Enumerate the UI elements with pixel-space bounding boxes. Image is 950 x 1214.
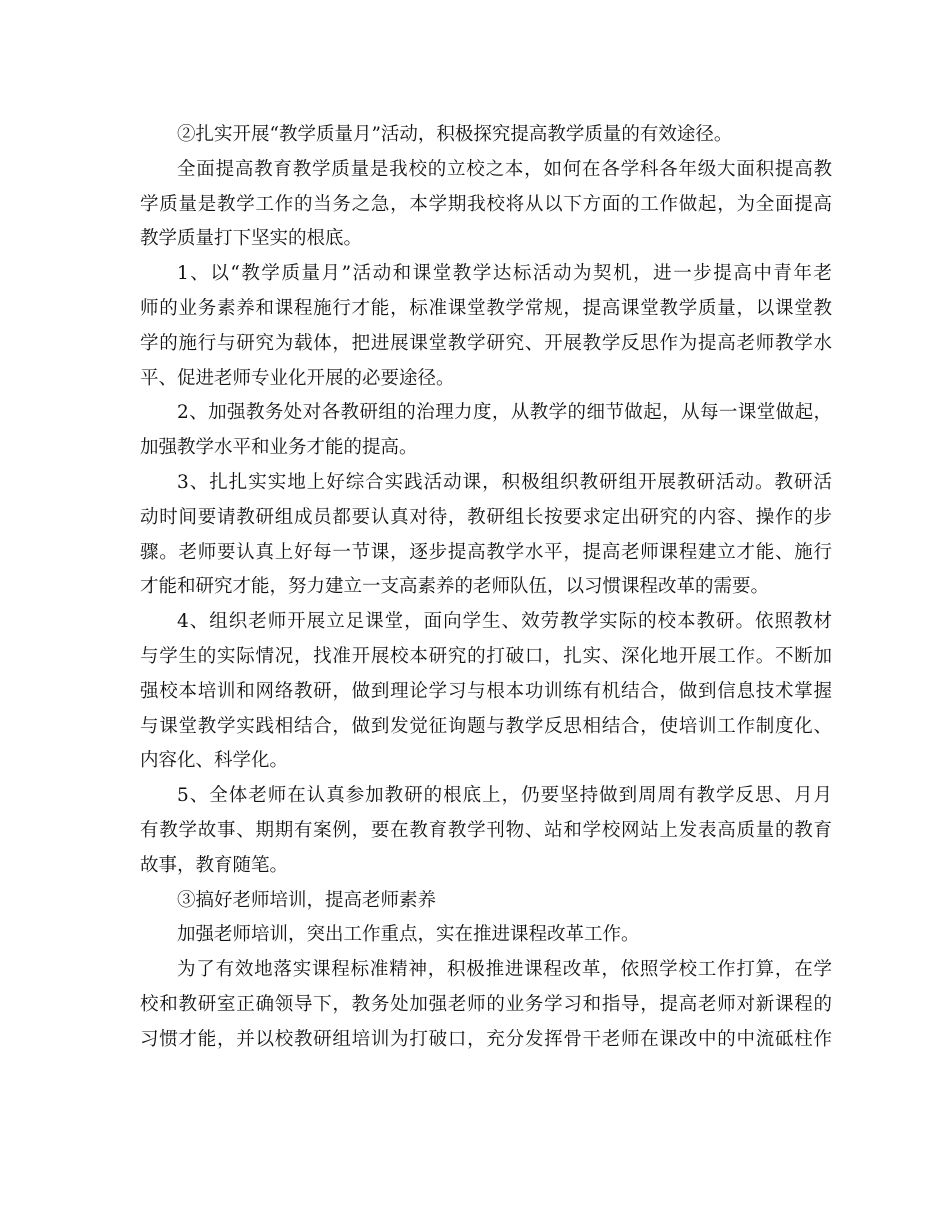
text-line: 全面提高教育教学质量是我校的立校之本，如何在各学科各年级大面积提高教 bbox=[177, 158, 832, 180]
text-line: 有教学故事、期期有案例，要在教育教学刊物、站和学校网站上发表高质量的教育 bbox=[140, 819, 832, 841]
text-line: 1、以“教学质量月”活动和课堂教学达标活动为契机，进一步提高中青年老 bbox=[177, 263, 832, 285]
document-body bbox=[140, 118, 832, 1058]
text-line: 骤。老师要认真上好每一节课，逐步提高教学水平，提高老师课程建立才能、施行 bbox=[140, 541, 832, 563]
text-line: 动时间要请教研组成员都要认真对待，教研组长按要求定出研究的内容、操作的步 bbox=[140, 506, 832, 528]
text-line: ②扎实开展“教学质量月”活动，积极探究提高教学质量的有效途径。 bbox=[177, 124, 733, 145]
text-line: 师的业务素养和课程施行才能，标准课堂教学常规，提高课堂教学质量，以课堂教 bbox=[140, 297, 832, 319]
text-line: 校和教研室正确领导下，教务处加强老师的业务学习和指导，提高老师对新课程的 bbox=[140, 993, 832, 1015]
text-line: 故事，教育随笔。 bbox=[140, 854, 289, 876]
text-line: 教学质量打下坚实的根底。 bbox=[140, 228, 363, 250]
text-line: 为了有效地落实课程标准精神，积极推进课程改革，依照学校工作打算，在学 bbox=[177, 959, 832, 981]
text-line: 加强老师培训，突出工作重点，实在推进课程改革工作。 bbox=[177, 924, 640, 946]
text-line: 2、加强教务处对各教研组的治理力度，从教学的细节做起，从每一课堂做起， bbox=[177, 402, 832, 424]
text-line: 5、全体老师在认真参加教研的根底上，仍要坚持做到周周有教学反思、月月 bbox=[177, 785, 832, 807]
text-line: 习惯才能，并以校教研组培训为打破口，充分发挥骨干老师在课改中的中流砥柱作 bbox=[140, 1028, 832, 1050]
text-line: ③搞好老师培训，提高老师素养 bbox=[177, 889, 437, 911]
text-line: 与学生的实际情况，找准开展校本研究的打破口，扎实、深化地开展工作。不断加 bbox=[140, 645, 832, 667]
text-line: 才能和研究才能，努力建立一支高素养的老师队伍，以习惯课程改革的需要。 bbox=[140, 576, 770, 598]
text-line: 强校本培训和网络教研，做到理论学习与根本功训练有机结合，做到信息技术掌握 bbox=[140, 680, 832, 702]
text-line: 内容化、科学化。 bbox=[140, 750, 289, 772]
text-line: 平、促进老师专业化开展的必要途径。 bbox=[140, 367, 455, 389]
text-line: 3、扎扎实实地上好综合实践活动课，积极组织教研组开展教研活动。教研活 bbox=[177, 471, 832, 493]
text-line: 加强教学水平和业务才能的提高。 bbox=[140, 437, 418, 459]
text-line: 学质量是教学工作的当务之急，本学期我校将从以下方面的工作做起，为全面提高 bbox=[140, 193, 832, 215]
text-line: 与课堂教学实践相结合，做到发觉征询题与教学反思相结合，使培训工作制度化、 bbox=[140, 715, 832, 737]
text-line: 4、组织老师开展立足课堂，面向学生、效劳教学实际的校本教研。依照教材 bbox=[177, 611, 832, 633]
text-line: 学的施行与研究为载体，把进展课堂教学研究、开展教学反思作为提高老师教学水 bbox=[140, 332, 832, 354]
